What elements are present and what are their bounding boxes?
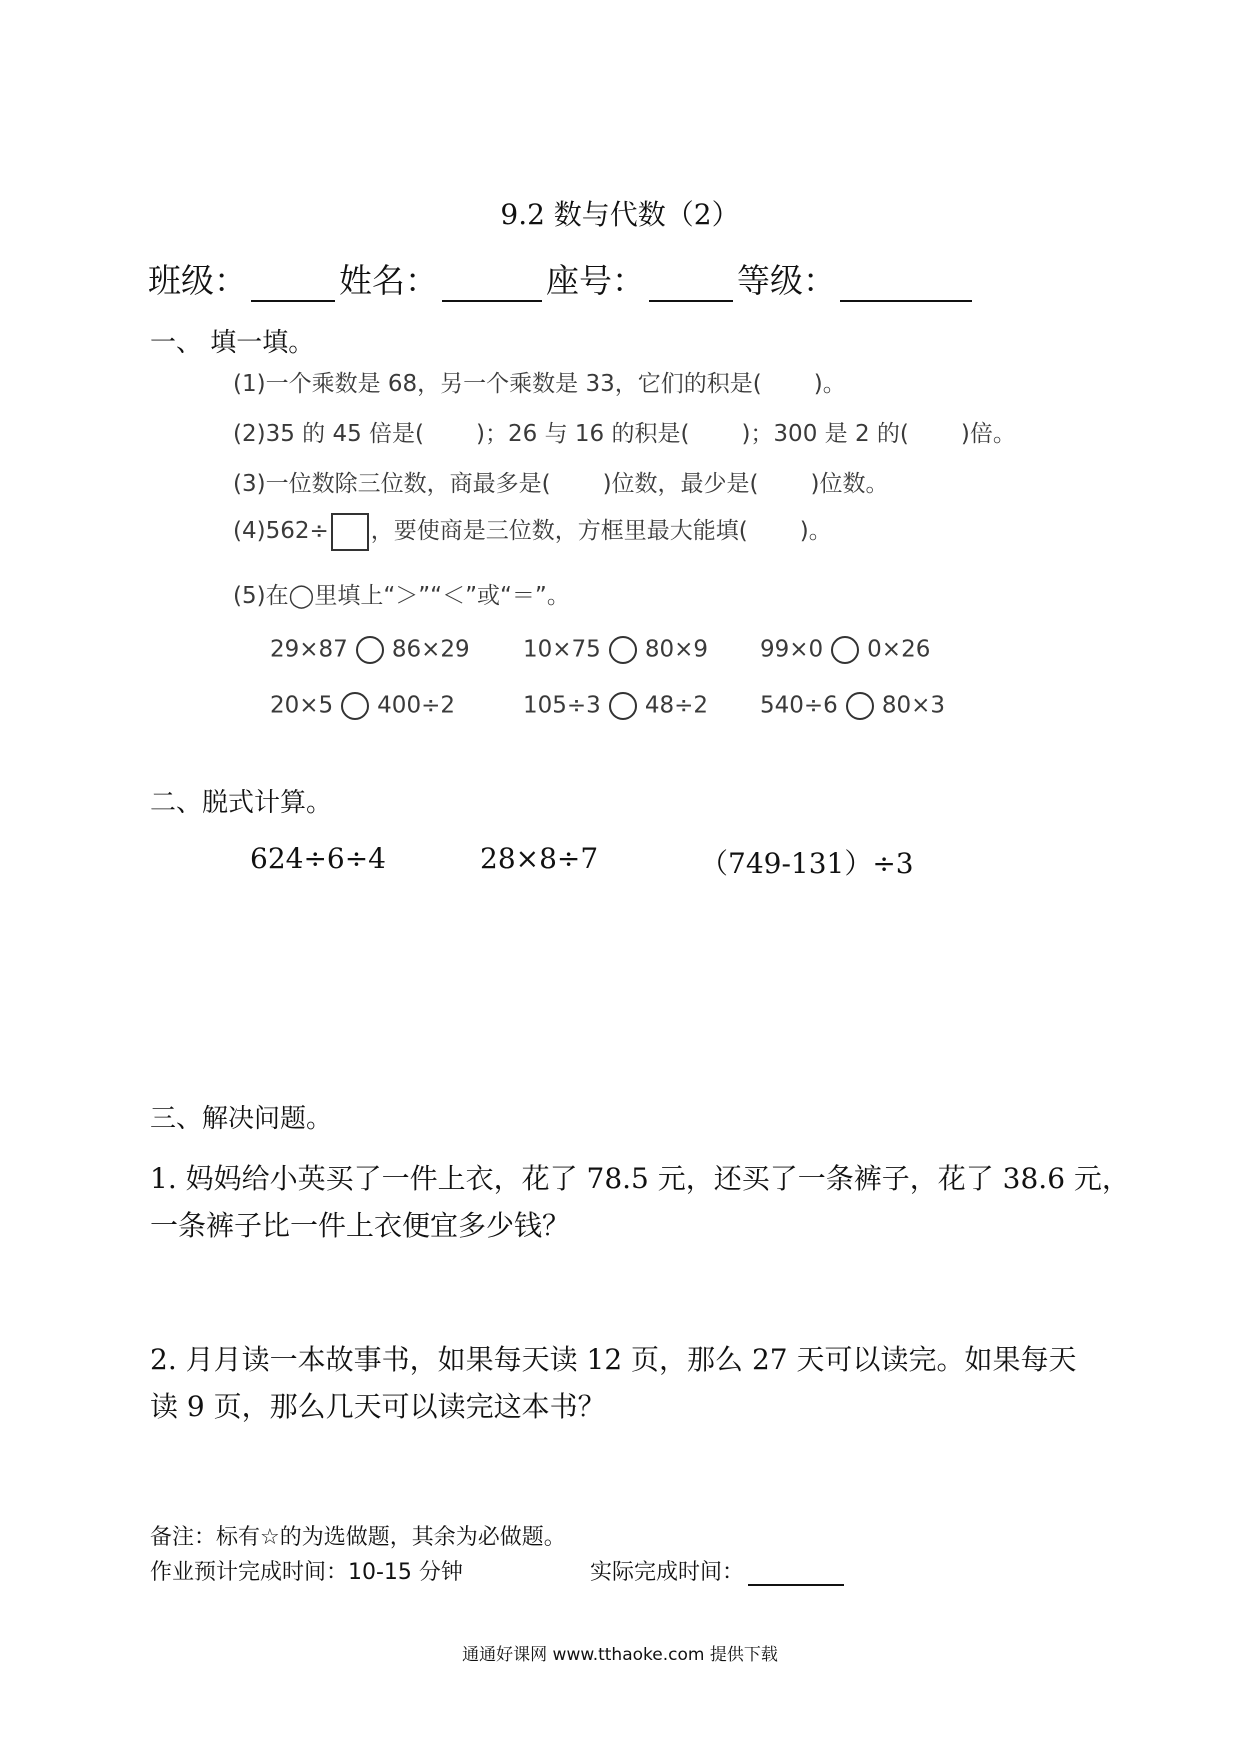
comparison-right: 80×9: [644, 636, 708, 663]
problem-1-line-2: 一条裤子比一件上衣便宜多少钱？: [150, 1209, 571, 1242]
comparison-left: 540÷6: [760, 692, 838, 719]
comparison-left: 20×5: [270, 692, 334, 719]
question-4: [233, 512, 832, 551]
estimated-time: 作业预计完成时间：10-15 分钟: [150, 1560, 463, 1585]
q4-text-a: (4)562÷: [233, 518, 329, 544]
remark-note: 备注：标有☆的为选做题，其余为必做题。: [150, 1525, 566, 1550]
comparison-item: [760, 636, 930, 664]
actual-time-label: 实际完成时间：: [590, 1560, 745, 1585]
comparison-right: 0×26: [867, 636, 931, 663]
comparison-right: 400÷2: [377, 692, 455, 719]
q2-text-b: )；26 与 16 的积是(: [476, 421, 690, 447]
comparison-item: [523, 636, 708, 664]
compare-circle[interactable]: [831, 636, 859, 664]
comparison-left: 29×87: [270, 636, 348, 663]
question-2: [233, 415, 1016, 448]
grade-blank[interactable]: [840, 270, 972, 302]
question-3: [233, 465, 889, 498]
q4-text-b: ，要使商是三位数，方框里最大能填(: [370, 518, 748, 544]
comparison-item: [270, 692, 455, 720]
question-5: (5)在◯里填上“＞”“＜”或“＝”。: [233, 583, 570, 609]
problem-1: [150, 1155, 1130, 1249]
compare-circle[interactable]: [846, 692, 874, 720]
compare-circle[interactable]: [356, 636, 384, 664]
compare-circle[interactable]: [341, 692, 369, 720]
expression-3: （749-131）÷3: [700, 847, 914, 880]
problem-2-line-1: 2. 月月读一本故事书，如果每天读 12 页，那么 27 天可以读完。如果每天: [150, 1343, 1077, 1376]
question-1: [233, 365, 846, 398]
q2-text-a: (2)35 的 45 倍是(: [233, 421, 425, 447]
comparison-item: [760, 692, 945, 720]
comparison-item: [523, 692, 708, 720]
q2-text-d: )倍。: [960, 421, 1016, 447]
grade-label: 等级：: [737, 261, 836, 300]
compare-circle[interactable]: [609, 692, 637, 720]
expression-2: 28×8÷7: [480, 842, 599, 875]
page-title: 9.2 数与代数（2）: [500, 198, 740, 231]
q3-text-a: (3)一位数除三位数，商最多是(: [233, 471, 551, 497]
section2-heading: 二、脱式计算。: [150, 788, 333, 818]
student-info-row: [148, 255, 976, 302]
q4-text-c: )。: [799, 518, 832, 544]
compare-circle[interactable]: [609, 636, 637, 664]
footer-credit: 通通好课网 www.tthaoke.com 提供下载: [462, 1645, 778, 1665]
q3-text-c: )位数。: [810, 471, 889, 497]
class-blank[interactable]: [251, 270, 335, 302]
comparison-left: 99×0: [760, 636, 824, 663]
problem-2-line-2: 读 9 页，那么几天可以读完这本书？: [150, 1390, 606, 1423]
seat-blank[interactable]: [649, 270, 733, 302]
seat-label: 座号：: [546, 261, 645, 300]
square-box[interactable]: [331, 513, 369, 551]
q3-text-b: )位数，最少是(: [602, 471, 759, 497]
q1-text-b: )。: [813, 371, 846, 397]
section3-heading: 三、解决问题。: [150, 1104, 333, 1134]
expression-1: 624÷6÷4: [250, 842, 386, 875]
q2-text-c: )；300 是 2 的(: [741, 421, 909, 447]
class-label: 班级：: [148, 261, 247, 300]
problem-1-line-1: 1. 妈妈给小英买了一件上衣，花了 78.5 元，还买了一条裤子，花了 38.6 元，: [150, 1162, 1130, 1195]
name-blank[interactable]: [442, 270, 542, 302]
actual-time-blank[interactable]: [748, 1562, 844, 1586]
comparison-left: 10×75: [523, 636, 601, 663]
comparison-left: 105÷3: [523, 692, 601, 719]
name-label: 姓名：: [339, 261, 438, 300]
section1-heading: 一、 填一填。: [150, 328, 315, 358]
comparison-right: 86×29: [391, 636, 470, 663]
comparison-item: [270, 636, 470, 664]
actual-time-row: [590, 1555, 848, 1586]
q1-text-a: (1)一个乘数是 68，另一个乘数是 33，它们的积是(: [233, 371, 762, 397]
comparison-right: 80×3: [881, 692, 945, 719]
problem-2: [150, 1336, 1076, 1430]
comparison-right: 48÷2: [644, 692, 708, 719]
